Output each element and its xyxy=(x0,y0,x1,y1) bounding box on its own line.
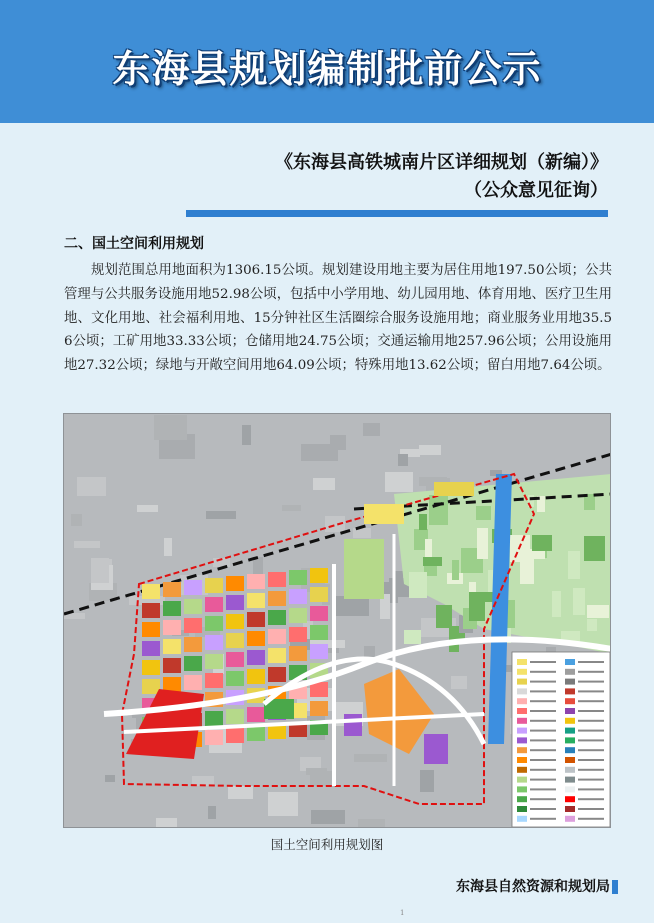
land-parcel xyxy=(289,627,307,642)
section-heading: 二、国土空间利用规划 xyxy=(64,236,204,252)
legend-label-line xyxy=(578,720,604,722)
legend-swatch xyxy=(517,767,527,773)
legend-swatch xyxy=(517,728,527,734)
aerial-block xyxy=(164,538,172,556)
farm-field xyxy=(587,619,597,631)
legend-label-line xyxy=(530,798,556,800)
industrial-parcel xyxy=(424,734,448,764)
legend-swatch xyxy=(565,708,575,714)
land-parcel xyxy=(205,730,223,745)
legend-label-line xyxy=(530,759,556,761)
legend-swatch xyxy=(517,806,527,812)
legend-swatch xyxy=(517,737,527,743)
aerial-block xyxy=(398,454,408,466)
land-parcel xyxy=(310,701,328,716)
legend-label-line xyxy=(578,690,604,692)
legend-label-line xyxy=(578,779,604,781)
farm-field xyxy=(477,528,488,559)
legend-swatch xyxy=(517,757,527,763)
land-parcel xyxy=(184,637,202,652)
legend-label-line xyxy=(530,730,556,732)
aerial-block xyxy=(228,786,253,799)
legend-swatch xyxy=(517,786,527,792)
legend-label-line xyxy=(530,710,556,712)
legend-swatch xyxy=(565,688,575,694)
aerial-block xyxy=(105,775,115,782)
land-parcel xyxy=(247,669,265,684)
legend-swatch xyxy=(565,718,575,724)
land-parcel xyxy=(184,618,202,633)
legend-label-line xyxy=(578,759,604,761)
legend-label-line xyxy=(578,681,604,683)
legend-label-line xyxy=(530,779,556,781)
aerial-block xyxy=(311,810,345,824)
publisher-name: 东海县自然资源和规划局 xyxy=(456,879,610,895)
legend-swatch xyxy=(517,747,527,753)
farm-field xyxy=(584,536,605,561)
land-parcel xyxy=(226,652,244,667)
land-parcel xyxy=(142,641,160,656)
legend-swatch xyxy=(565,698,575,704)
land-parcel xyxy=(184,675,202,690)
farm-field xyxy=(436,605,452,628)
legend-swatch xyxy=(565,816,575,822)
land-parcel xyxy=(247,726,265,741)
land-parcel xyxy=(310,644,328,659)
legend-label-line xyxy=(578,818,604,820)
farm-field xyxy=(423,557,442,566)
legend-label-line xyxy=(530,739,556,741)
land-parcel xyxy=(142,660,160,675)
land-parcel xyxy=(247,707,265,722)
legend-label-line xyxy=(578,671,604,673)
header-banner xyxy=(0,0,654,123)
land-parcel xyxy=(226,614,244,629)
legend-label-line xyxy=(530,720,556,722)
aerial-block xyxy=(358,819,385,828)
land-parcel xyxy=(289,589,307,604)
aerial-block xyxy=(282,505,301,511)
farm-field xyxy=(425,539,432,557)
aerial-block xyxy=(71,514,82,526)
aerial-block xyxy=(354,754,387,762)
aerial-block xyxy=(91,558,109,583)
section-paragraph: 规划范围总用地面积为1306.15公顷。规划建设用地主要为居住用地197.50公顷；公共管理与公共服务设施用地52.98公顷，包括中小学用地、幼儿园用地、体育用地、医疗卫生用地、文化用地、社会福利用地、15分钟社区生活圈综合服务设施用地；商业服务业用地35.56公顷；工矿用地33.33公顷；仓储用地24.75公顷；交通运输用地257.96公顷；公用设施用地27.32公顷；绿地与开敞空间用地64.09公顷；特殊用地13.62公顷；留白用地7.64公顷。 xyxy=(64,263,612,374)
land-parcel xyxy=(163,601,181,616)
aerial-block xyxy=(268,792,298,816)
land-parcel xyxy=(226,576,244,591)
land-parcel xyxy=(268,648,286,663)
legend-swatch xyxy=(565,806,575,812)
aerial-block xyxy=(301,444,338,461)
aerial-block xyxy=(137,505,158,512)
land-parcel xyxy=(247,631,265,646)
legend-swatch xyxy=(565,679,575,685)
legend-label-line xyxy=(530,681,556,683)
legend-label-line xyxy=(530,749,556,751)
farm-field xyxy=(476,506,491,520)
land-parcel xyxy=(310,587,328,602)
legend-label-line xyxy=(578,730,604,732)
publisher-marker xyxy=(612,880,618,894)
land-parcel xyxy=(268,591,286,606)
legend-label-line xyxy=(530,690,556,692)
land-parcel xyxy=(163,639,181,654)
legend-swatch xyxy=(565,728,575,734)
aerial-block xyxy=(154,415,187,440)
land-parcel xyxy=(142,584,160,599)
legend-swatch xyxy=(565,737,575,743)
farm-field xyxy=(429,495,448,525)
land-parcel xyxy=(289,608,307,623)
legend-label-line xyxy=(578,749,604,751)
page-number: 1 xyxy=(400,909,405,917)
land-parcel xyxy=(205,616,223,631)
aerial-block xyxy=(77,477,106,496)
farm-field xyxy=(404,630,421,644)
land-parcel xyxy=(247,593,265,608)
land-parcel xyxy=(247,612,265,627)
legend-label-line xyxy=(578,798,604,800)
aerial-block xyxy=(451,676,467,689)
green-space xyxy=(344,539,384,599)
land-parcel xyxy=(226,709,244,724)
title-divider xyxy=(186,210,608,217)
land-parcel xyxy=(310,568,328,583)
residential-parcel xyxy=(364,504,404,524)
farm-field xyxy=(409,572,427,598)
map-canvas xyxy=(64,414,611,828)
aerial-block xyxy=(74,541,100,548)
legend-swatch xyxy=(517,708,527,714)
legend-label-line xyxy=(530,661,556,663)
farm-field xyxy=(573,588,585,615)
aerial-block xyxy=(353,528,371,538)
land-parcel xyxy=(226,595,244,610)
land-parcel xyxy=(142,603,160,618)
land-parcel xyxy=(310,606,328,621)
aerial-block xyxy=(156,818,177,828)
legend-swatch xyxy=(565,777,575,783)
legend-label-line xyxy=(578,808,604,810)
legend-swatch xyxy=(517,688,527,694)
aerial-block xyxy=(420,770,434,792)
legend-swatch xyxy=(565,786,575,792)
map-caption: 国土空间利用规划图 xyxy=(270,837,384,852)
legend-swatch xyxy=(517,796,527,802)
land-parcel xyxy=(184,599,202,614)
legend-swatch xyxy=(517,777,527,783)
legend-swatch xyxy=(517,718,527,724)
farm-field xyxy=(552,591,561,617)
aerial-block xyxy=(363,423,380,436)
aerial-block xyxy=(208,806,216,819)
land-parcel xyxy=(163,582,181,597)
land-parcel xyxy=(205,673,223,688)
land-parcel xyxy=(268,629,286,644)
land-parcel xyxy=(142,679,160,694)
legend-label-line xyxy=(530,671,556,673)
legend-label-line xyxy=(578,710,604,712)
land-parcel xyxy=(247,574,265,589)
land-use-plan-map xyxy=(63,413,611,828)
farm-field xyxy=(568,551,580,579)
aerial-block xyxy=(206,511,236,519)
aerial-block xyxy=(242,425,251,445)
residential-parcel xyxy=(434,482,474,496)
land-parcel xyxy=(205,711,223,726)
legend-label-line xyxy=(530,700,556,702)
legend-swatch xyxy=(517,679,527,685)
land-parcel xyxy=(163,658,181,673)
legend-label-line xyxy=(578,788,604,790)
land-parcel xyxy=(205,635,223,650)
legend-swatch xyxy=(517,816,527,822)
legend-label-line xyxy=(530,818,556,820)
legend-swatch xyxy=(517,659,527,665)
land-parcel xyxy=(163,620,181,635)
land-parcel xyxy=(289,570,307,585)
legend-label-line xyxy=(530,769,556,771)
industrial-parcel xyxy=(344,714,362,736)
document-title: 《东海县高铁城南片区详细规划（新编）》 xyxy=(275,152,608,173)
land-parcel xyxy=(226,671,244,686)
page-title: 东海县规划编制批前公示 xyxy=(112,47,542,91)
aerial-block xyxy=(306,768,327,775)
farm-field xyxy=(587,605,609,618)
land-parcel xyxy=(226,633,244,648)
legend-swatch xyxy=(517,669,527,675)
land-parcel xyxy=(289,646,307,661)
legend-label-line xyxy=(578,739,604,741)
land-parcel xyxy=(268,572,286,587)
aerial-block xyxy=(313,478,335,490)
land-parcel xyxy=(205,578,223,593)
land-parcel xyxy=(247,650,265,665)
legend-label-line xyxy=(578,700,604,702)
legend-label-line xyxy=(530,788,556,790)
land-parcel xyxy=(310,625,328,640)
legend-swatch xyxy=(565,767,575,773)
aerial-block xyxy=(419,445,441,455)
legend-swatch xyxy=(565,747,575,753)
farm-field xyxy=(532,535,552,551)
legend-label-line xyxy=(578,661,604,663)
land-parcel xyxy=(226,728,244,743)
legend-label-line xyxy=(530,808,556,810)
farm-field xyxy=(469,592,485,621)
land-parcel xyxy=(205,654,223,669)
land-parcel xyxy=(184,656,202,671)
legend-swatch xyxy=(517,698,527,704)
document-subtitle: （公众意见征询） xyxy=(464,180,608,201)
land-parcel xyxy=(205,597,223,612)
legend-swatch xyxy=(565,669,575,675)
farm-field xyxy=(452,560,459,580)
legend-swatch xyxy=(565,757,575,763)
legend-swatch xyxy=(565,659,575,665)
land-parcel xyxy=(268,667,286,682)
aerial-block xyxy=(385,472,413,492)
legend-swatch xyxy=(565,796,575,802)
legend-label-line xyxy=(578,769,604,771)
farm-field xyxy=(419,514,427,530)
land-parcel xyxy=(184,580,202,595)
land-parcel xyxy=(142,622,160,637)
land-parcel xyxy=(268,610,286,625)
